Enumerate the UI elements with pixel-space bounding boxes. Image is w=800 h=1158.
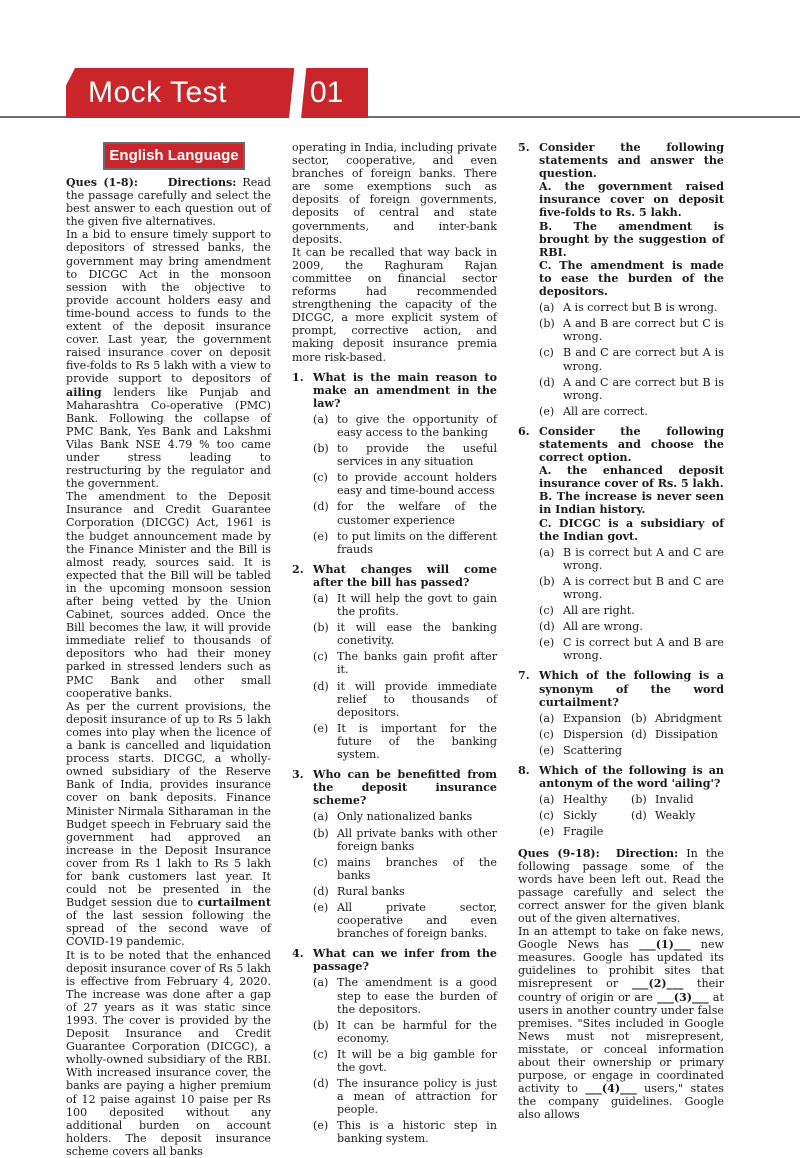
option-text: Dispersion bbox=[563, 727, 624, 741]
passage-paragraph-6: It can be recalled that way back in 2009, the Raghuram Rajan committee on financial sector reforms had recommended strengthening the capacity of the DICGC, a more explicit system of prompt, corrective action, and making deposit insurance premia more risk-based. bbox=[292, 245, 497, 364]
answer-option bbox=[539, 575, 724, 601]
answer-option bbox=[313, 1019, 497, 1045]
answer-option-row bbox=[539, 793, 724, 806]
option-text: The banks gain profit after it. bbox=[337, 650, 497, 677]
option-text: All are wrong. bbox=[563, 620, 643, 634]
answer-option bbox=[539, 405, 724, 418]
option-text: it will provide immediate relief to thousands of depositors. bbox=[337, 679, 497, 719]
question-stem bbox=[518, 141, 724, 298]
instr-label: Ques (9-18): bbox=[518, 846, 600, 860]
option-text: Abridgment bbox=[655, 711, 722, 725]
questions-1-4 bbox=[292, 371, 497, 1146]
option-letter: (a) bbox=[539, 545, 555, 559]
option-letter: (d) bbox=[313, 679, 329, 693]
passage-paragraph-5: operating in India, including private sector, cooperative, and even branches of foreign banks. There are some exemptions such as deposits of foreign governments, deposits of central and state governments, and inter-bank deposits. bbox=[292, 141, 497, 246]
answer-option bbox=[313, 1119, 497, 1145]
instr-label: Ques (1-8): bbox=[66, 176, 138, 189]
question-text: Which of the following is a synonym of the word curtailment? bbox=[539, 669, 724, 709]
option-text: B and C are correct but A is wrong. bbox=[563, 346, 724, 373]
answer-option bbox=[313, 530, 497, 556]
option-letter: (b) bbox=[631, 793, 647, 807]
option-text: Expansion bbox=[563, 711, 622, 725]
question-number: 6. bbox=[518, 424, 530, 438]
question-number: 4. bbox=[292, 947, 304, 961]
answer-option-row bbox=[539, 744, 724, 757]
option-text: Fragile bbox=[563, 825, 604, 839]
question-text: Which of the following is an antonym of the word 'ailing'? bbox=[539, 764, 724, 791]
passage-paragraph-2: The amendment to the Deposit Insurance and Credit Guarantee Corporation (DICGC) Act, 1961 is the budget announcement made by the Finance Minister and the Bill is almost ready, sources said. It is expected that the Bill will be tabled in the upcoming monsoon session after being vetted by the Union Cabinet, sources added. Once the Bill becomes the law, it will provide immediate relief to thousands of depositors who had their money parked in stressed lenders such as PMC Bank and other small cooperative banks. bbox=[66, 490, 271, 700]
option-letter: (c) bbox=[313, 855, 328, 869]
option-text: All are correct. bbox=[563, 404, 648, 418]
option-text: to give the opportunity of easy access to the banking bbox=[337, 412, 497, 439]
answer-option-row bbox=[539, 809, 724, 822]
answer-option-row bbox=[539, 728, 724, 741]
option-text: mains branches of the banks bbox=[337, 855, 497, 882]
question-text: Consider the following statements and choose the correct option. A. the enhanced deposit insurance cover of Rs. 5 lakh. B. The increase is never seen in Indian history. C. DICGC is a subsidiary of the Indian govt. bbox=[539, 424, 724, 543]
answer-option bbox=[313, 680, 497, 719]
option-letter: (d) bbox=[631, 727, 647, 741]
blank-marker: ___(1)___ bbox=[639, 938, 691, 952]
answer-option bbox=[539, 809, 631, 822]
question-stem bbox=[518, 669, 724, 708]
question-stem bbox=[518, 764, 724, 790]
answer-option bbox=[313, 1048, 497, 1074]
option-text: A is correct but B is wrong. bbox=[563, 301, 718, 315]
option-text: A is correct but B and C are wrong. bbox=[563, 574, 724, 601]
instr-text: In the following passage some of the words have been left out. Read the passage carefully and select the correct answer for the given blank out of the given alternatives. bbox=[518, 846, 724, 925]
option-text: B is correct but A and C are wrong. bbox=[563, 545, 724, 572]
answer-option bbox=[313, 722, 497, 761]
passage-paragraph-1 bbox=[66, 228, 271, 490]
option-text: It is important for the future of the banking system. bbox=[337, 721, 497, 762]
option-text: Invalid bbox=[655, 793, 694, 807]
column-2 bbox=[292, 141, 497, 1146]
option-text: All private sector, cooperative and even branches of foreign banks. bbox=[337, 900, 497, 941]
answer-option bbox=[539, 301, 724, 314]
answer-option bbox=[313, 471, 497, 497]
passage-text: new measures. Google has updated its guidelines to prohibit sites that misrepresent or bbox=[518, 938, 725, 991]
question-number: 1. bbox=[292, 370, 304, 384]
question-number: 5. bbox=[518, 141, 530, 154]
answer-option-row bbox=[539, 825, 724, 838]
instructions-9-18 bbox=[518, 847, 724, 926]
highlighted-word: ailing bbox=[66, 385, 102, 399]
option-text: The insurance policy is just a mean of attraction for people. bbox=[337, 1077, 497, 1117]
passage-text: users," states the company guidelines. Google also allows bbox=[518, 1082, 724, 1122]
option-letter: (d) bbox=[313, 1077, 329, 1091]
option-text: to provide the useful services in any situation bbox=[337, 442, 497, 469]
answer-option bbox=[313, 650, 497, 676]
blank-marker: ___(2)___ bbox=[631, 977, 684, 991]
option-letter: (c) bbox=[313, 1047, 328, 1061]
section-label: English Language bbox=[103, 142, 245, 170]
option-letter: (e) bbox=[539, 743, 555, 757]
answer-option bbox=[631, 809, 723, 822]
option-text: C is correct but A and B are wrong. bbox=[563, 636, 724, 663]
option-letter: (d) bbox=[539, 375, 555, 389]
answer-option bbox=[313, 592, 497, 618]
option-letter: (b) bbox=[313, 621, 329, 635]
question-number: 8. bbox=[518, 764, 530, 778]
answer-option bbox=[631, 728, 723, 741]
option-letter: (c) bbox=[539, 346, 554, 360]
option-text: The amendment is a good step to ease the burden of the depositors. bbox=[337, 976, 497, 1016]
option-letter: (e) bbox=[539, 404, 555, 418]
option-letter: (b) bbox=[539, 317, 555, 331]
option-letter: (a) bbox=[539, 301, 555, 315]
answer-option bbox=[313, 856, 497, 882]
answer-option bbox=[313, 810, 497, 823]
blank-marker: ___(4)___ bbox=[585, 1082, 637, 1096]
question-stem bbox=[292, 947, 497, 973]
answer-option bbox=[313, 442, 497, 468]
option-letter: (c) bbox=[539, 727, 554, 741]
option-letter: (a) bbox=[313, 976, 329, 990]
answer-option bbox=[539, 376, 724, 402]
question-number: 2. bbox=[292, 562, 304, 576]
option-letter: (a) bbox=[539, 711, 555, 725]
option-letter: (d) bbox=[313, 884, 329, 898]
option-text: Scattering bbox=[563, 743, 623, 757]
option-letter: (d) bbox=[539, 620, 555, 634]
option-text: to provide account holders easy and time-bound access bbox=[337, 471, 497, 498]
option-text: It can be harmful for the economy. bbox=[337, 1018, 497, 1045]
passage-paragraph-3 bbox=[66, 700, 271, 949]
answer-option bbox=[313, 621, 497, 647]
option-text: It will help the govt to gain the profits. bbox=[337, 592, 497, 619]
question-stem bbox=[292, 563, 497, 589]
question-text: Who can be benefitted from the deposit insurance scheme? bbox=[313, 768, 497, 808]
answer-option bbox=[539, 825, 631, 838]
option-text: All private banks with other foreign banks bbox=[337, 826, 497, 853]
option-text: A and B are correct but C is wrong. bbox=[563, 317, 724, 344]
passage-text: As per the current provisions, the deposit insurance of up to Rs 5 lakh comes into play when the licence of a bank is cancelled and liquidation process starts. DICGC, a wholly-owned subsidiary of the Reserve Bank of India, provides insurance cover on bank deposits. Finance Minister Nirmala Sitharaman in the Budget speech in February said the government had approved an increase in the Deposit Insurance cover from Rs 1 lakh to Rs 5 lakh for bank customers last year. It could not be presented in the Budget session due to bbox=[66, 699, 271, 910]
passage-text: In a bid to ensure timely support to depositors of stressed banks, the government may bring amendment to DICGC Act in the monsoon session with the objective to provide account holders easy and time-bound access to funds to the extent of the deposit insurance cover. Last year, the government raised insurance cover on deposit five-folds to Rs 5 lakh with a view to provide support to depositors of bbox=[66, 228, 271, 386]
answer-option bbox=[539, 793, 631, 806]
cloze-passage bbox=[518, 925, 724, 1121]
option-letter: (e) bbox=[313, 529, 329, 543]
answer-option bbox=[539, 728, 631, 741]
question-stem bbox=[292, 768, 497, 807]
option-letter: (a) bbox=[539, 793, 555, 807]
answer-option bbox=[313, 413, 497, 439]
option-text: Only nationalized banks bbox=[337, 810, 473, 824]
test-number: 01 bbox=[310, 76, 344, 109]
question-number: 7. bbox=[518, 669, 530, 683]
passage-text: In an attempt to take on fake news, Google News has bbox=[518, 925, 724, 952]
highlighted-word: curtailment bbox=[197, 896, 271, 910]
answer-option bbox=[539, 317, 724, 343]
option-text: it will ease the banking conetivity. bbox=[337, 621, 497, 648]
question-number: 3. bbox=[292, 768, 304, 782]
option-letter: (b) bbox=[631, 711, 647, 725]
option-letter: (b) bbox=[539, 574, 555, 588]
option-letter: (e) bbox=[313, 900, 329, 914]
passage-text: at users in another country under false premises. "Sites included in Google News must not misrepresent, misstate, or conceal information about their ownership or primary purpose, or engage in coordinated activity to bbox=[518, 990, 724, 1096]
option-text: A and C are correct but B is wrong. bbox=[563, 375, 724, 402]
option-text: This is a historic step in banking system. bbox=[337, 1119, 497, 1146]
passage-text: lenders like Punjab and Maharashtra Co-operative (PMC) Bank. Following the collapse of PMC Bank, Yes Bank and Lakshmi Vilas Bank NSE 4.79 % too came under stress leading to restructuring by the regulator and the government. bbox=[66, 385, 271, 491]
passage-text: of the last session following the spread of the second wave of COVID-19 pandemic. bbox=[66, 909, 271, 949]
answer-option bbox=[539, 346, 724, 372]
header-banner bbox=[0, 62, 800, 120]
answer-option bbox=[539, 744, 631, 757]
option-letter: (c) bbox=[539, 809, 554, 823]
answer-option bbox=[539, 636, 724, 662]
question-stem bbox=[518, 425, 724, 543]
answer-option bbox=[539, 604, 724, 617]
question-stem bbox=[292, 371, 497, 410]
option-letter: (d) bbox=[313, 500, 329, 514]
option-letter: (b) bbox=[313, 442, 329, 456]
question-text: What is the main reason to make an amendment in the law? bbox=[313, 370, 497, 410]
option-text: Healthy bbox=[563, 793, 608, 807]
answer-option bbox=[631, 793, 723, 806]
instr-directions: Direction: bbox=[615, 846, 679, 860]
answer-option bbox=[539, 546, 724, 572]
option-letter: (c) bbox=[313, 650, 328, 664]
question-text: What changes will come after the bill has passed? bbox=[313, 562, 497, 589]
answer-option bbox=[313, 1077, 497, 1116]
answer-option bbox=[313, 885, 497, 898]
question-text: What can we infer from the passage? bbox=[313, 947, 497, 974]
option-text: Weakly bbox=[655, 809, 696, 823]
option-text: All are right. bbox=[563, 604, 635, 618]
option-text: Dissipation bbox=[655, 727, 718, 741]
answer-option bbox=[539, 712, 631, 725]
blank-marker: ___(3)___ bbox=[657, 990, 709, 1004]
answer-option bbox=[631, 712, 723, 725]
option-text: Rural banks bbox=[337, 884, 405, 898]
option-text: to put limits on the different frauds bbox=[337, 529, 497, 556]
option-letter: (e) bbox=[313, 721, 329, 735]
option-letter: (a) bbox=[313, 412, 329, 426]
option-letter: (e) bbox=[313, 1119, 329, 1133]
option-letter: (a) bbox=[313, 810, 329, 824]
instr-text: Read the passage carefully and select the best answer to each question out of the given five alternatives. bbox=[66, 176, 272, 229]
option-letter: (e) bbox=[539, 825, 555, 839]
option-letter: (a) bbox=[313, 592, 329, 605]
option-letter: (c) bbox=[313, 471, 328, 485]
passage-text: their country of origin or are bbox=[518, 977, 725, 1004]
option-text: It will be a big gamble for the govt. bbox=[337, 1047, 497, 1074]
column-1 bbox=[66, 176, 271, 1158]
option-text: for the welfare of the customer experience bbox=[337, 500, 497, 527]
passage-paragraph-4: It is to be noted that the enhanced deposit insurance cover of Rs 5 lakh is effective from February 4, 2020. The increase was done after a gap of 27 years as it was static since 1993. The cover is provided by the Deposit Insurance and Credit Guarantee Corporation (DICGC), a wholly-owned subsidiary of the RBI. With increased insurance cover, the banks are paying a higher premium of 12 paise against 10 paise per Rs 100 deposited without any additional burden on account holders. The deposit insurance scheme covers all banks bbox=[66, 948, 271, 1158]
questions-5-8 bbox=[518, 141, 724, 839]
option-text: Sickly bbox=[563, 809, 597, 823]
question-text: Consider the following statements and answer the question. A. the government raised insurance cover on deposit five-folds to Rs. 5 lakh. B. The amendment is brought by the suggestion of RBI. C. The amendment is made to ease the burden of the depositors. bbox=[539, 141, 724, 299]
option-letter: (d) bbox=[631, 809, 647, 823]
answer-option bbox=[313, 500, 497, 526]
instructions-1-8 bbox=[66, 176, 271, 228]
answer-option bbox=[313, 976, 497, 1015]
option-letter: (e) bbox=[539, 636, 555, 650]
option-letter: (c) bbox=[539, 604, 554, 618]
option-letter: (b) bbox=[313, 1018, 329, 1032]
answer-option bbox=[313, 827, 497, 853]
instr-directions: Directions: bbox=[167, 176, 237, 189]
answer-option bbox=[313, 901, 497, 940]
page-title: Mock Test bbox=[88, 76, 227, 109]
answer-option-row bbox=[539, 712, 724, 725]
answer-option bbox=[539, 620, 724, 633]
column-3 bbox=[518, 141, 724, 1121]
option-letter: (b) bbox=[313, 826, 329, 840]
